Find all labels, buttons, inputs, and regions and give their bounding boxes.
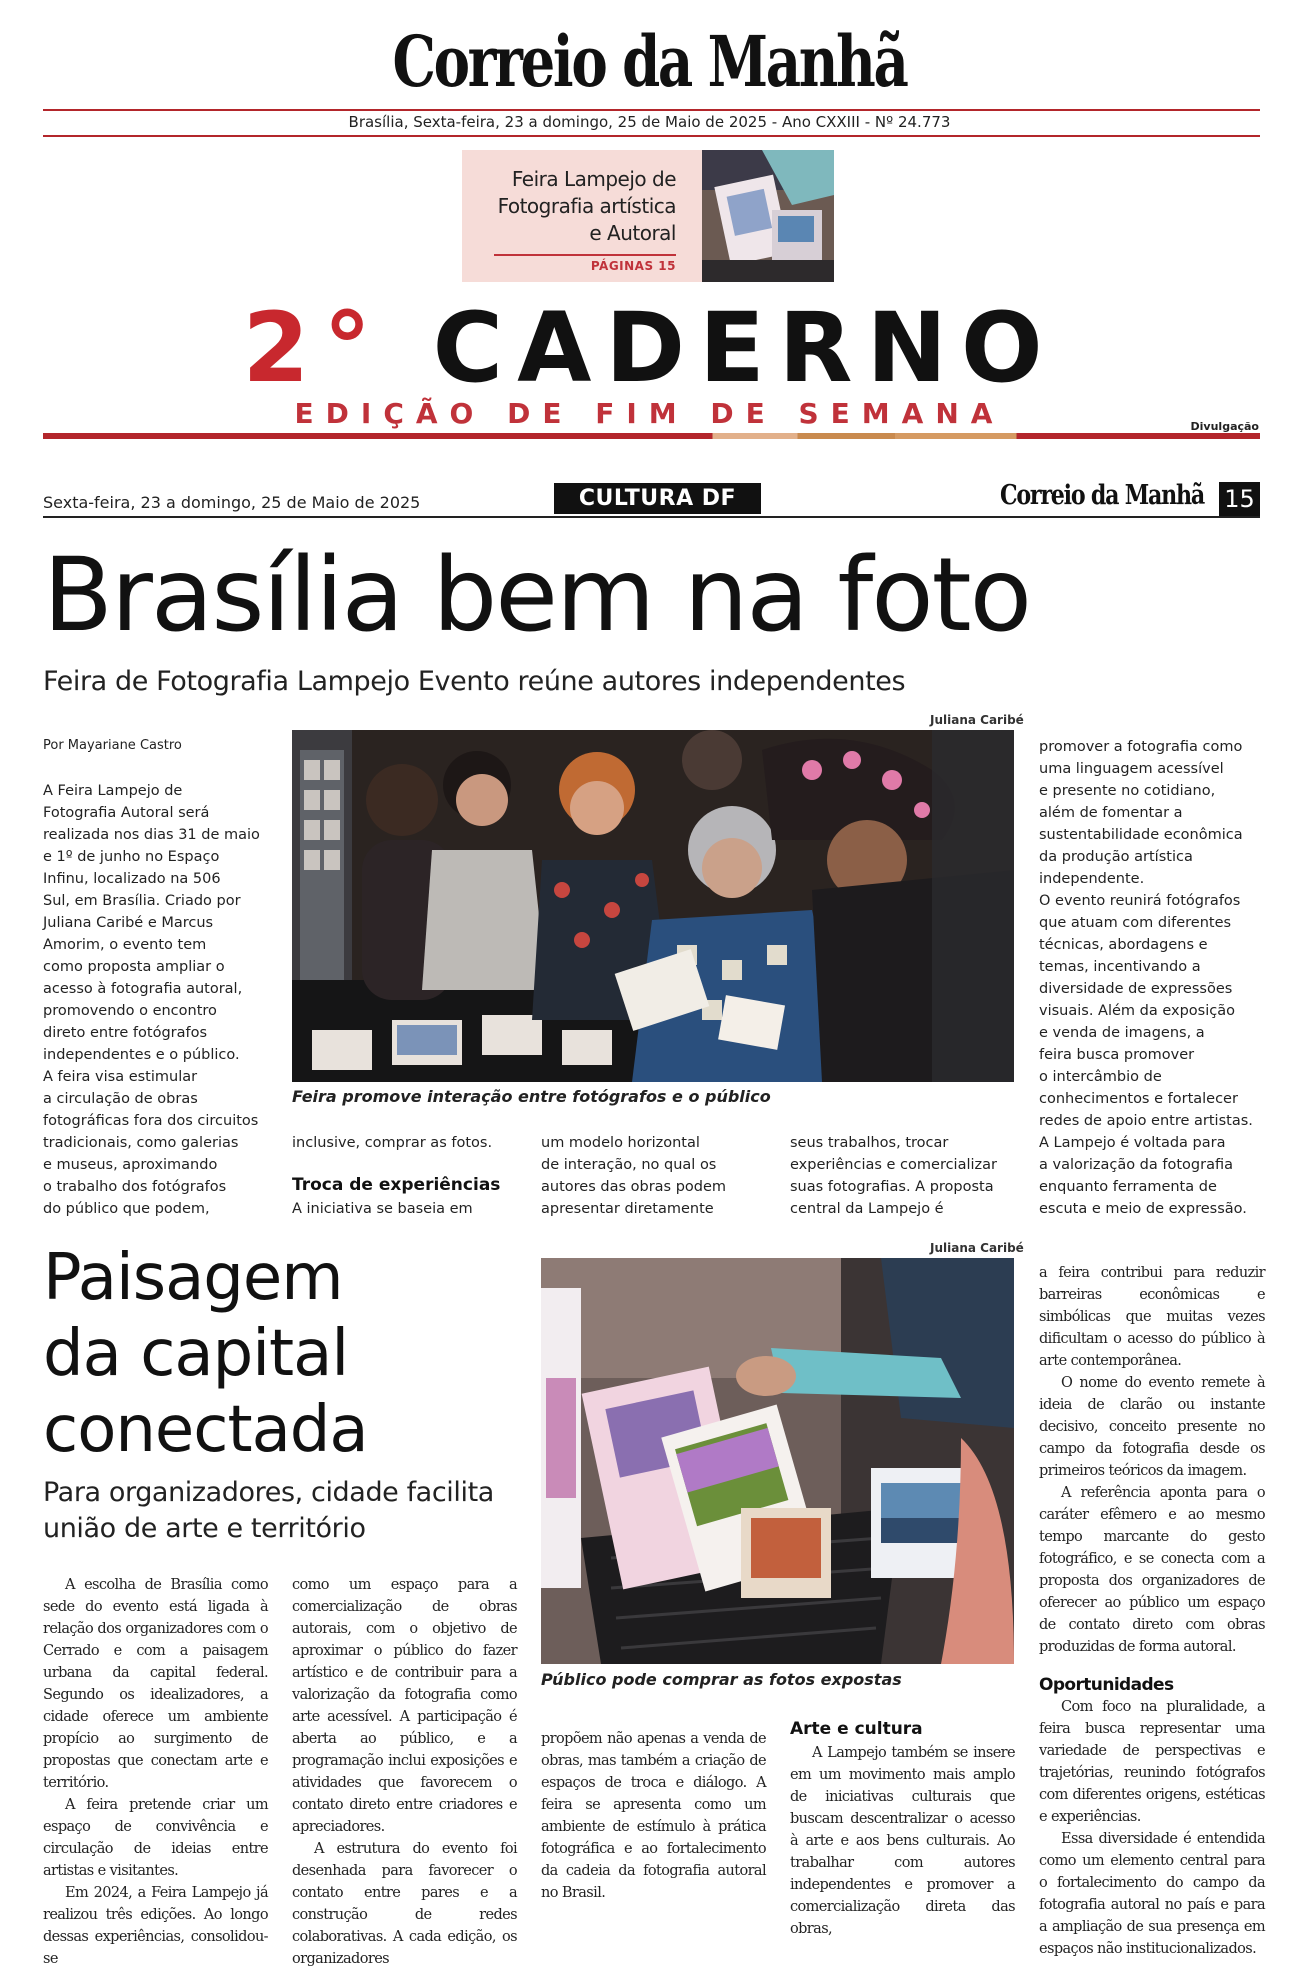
story2-column-1: [43, 1574, 268, 1970]
story2-photo-caption: Público pode comprar as fotos expostas: [541, 1670, 902, 1689]
story1-photo-credit: Juliana Caribé: [930, 713, 1024, 727]
edition-label: EDIÇÃO DE FIM DE SEMANA: [294, 397, 1005, 430]
story1-headline: Brasília bem na foto: [43, 536, 1031, 655]
story2-photo-credit: Juliana Caribé: [930, 1241, 1024, 1255]
story2-subhead: Para organizadores, cidade facilita união de arte e território: [43, 1477, 494, 1544]
story2-col5-paragraph-2: O nome do evento remete à ideia de clarão ou instante decisivo, conceito presente no campo da fotografia desde os primeiros teóricos da imagem.: [1039, 1375, 1265, 1479]
story2-col5-paragraph-1: a feira contribui para reduzir barreiras econômicas e simbólicas que muitas vezes dificultam o acesso do público à arte contemporânea.: [1039, 1265, 1265, 1369]
section-rule: [43, 516, 1260, 518]
story2-col2-paragraph-1: como um espaço para a comercialização de obras autorais, com o objetivo de aproximar o público do fazer artístico e de contribuir para a valorização da fotografia como arte acessível. A participação é aberta ao público, e a programação inclui exposições e atividades que favorecem o contato direto entre criadores e apreciadores.: [292, 1577, 517, 1835]
story2-photo: [541, 1258, 1014, 1664]
banner-photo-credit: Divulgação: [1190, 420, 1259, 433]
story2-col4-paragraph-1: A Lampejo também se insere em um movimento mais amplo de iniciativas culturais que buscam descentralizar o acesso à arte e aos bens culturais. Ao trabalhar com autores independentes e promover a comercialização direta das obras,: [790, 1745, 1015, 1937]
section-banner-word: CADERNO: [432, 292, 1057, 404]
story1-photo-caption: Feira promove interação entre fotógrafos e o público: [292, 1087, 771, 1106]
teaser-pages-label: PÁGINAS 15: [590, 259, 676, 273]
story1-column-2b: A iniciativa se baseia em: [292, 1201, 473, 1217]
teaser-box[interactable]: [462, 150, 834, 282]
story1-column-2a: inclusive, comprar as fotos.: [292, 1135, 493, 1151]
story1-column-4: seus trabalhos, trocar experiências e comercializar suas fotografias. A proposta central da Lampejo é: [790, 1135, 997, 1217]
section-tag: CULTURA DF: [554, 483, 761, 514]
section-brand: Correio da Manhã: [1000, 480, 1204, 511]
page-number: 15: [1219, 482, 1260, 516]
story1-column-1: A Feira Lampejo de Fotografia Autoral será realizada nos dias 31 de maio e 1º de junho no Espaço Infinu, localizado na 506 Sul, em Brasília. Criado por Juliana Caribé e Marcus Amorim, o evento tem como proposta ampliar o acesso à fotografia autoral, promovendo o encontro direto entre fotógrafos independentes e o público. A feira visa estimular a circulação de obras fotográficas fora dos circuitos tradicionais, como galerias e museus, aproximando o trabalho dos fotógrafos do público que podem,: [43, 783, 260, 1217]
section-banner: [0, 292, 1299, 404]
story2-col1-paragraph-2: A feira pretende criar um espaço de convivência e circulação de ideias entre artistas e visitantes.: [43, 1797, 268, 1879]
story2-column-4: [790, 1742, 1015, 1940]
teaser-photo: [702, 150, 834, 282]
story2-col5-paragraph-5: Essa diversidade é entendida como um elemento central para o fortalecimento do campo da fotografia autoral no país e para a ampliação de sua presença em espaços não institucionalizados.: [1039, 1831, 1265, 1957]
teaser-title: Feira Lampejo de Fotografia artística e Autoral: [497, 167, 676, 245]
masthead-top-rule: [43, 109, 1260, 111]
story1-column-5: promover a fotografia como uma linguagem acessível e presente no cotidiano, além de fomentar a sustentabilidade econômica da produção artística independente. O evento reunirá fotógrafos que atuam com diferentes técnicas, abordagens e temas, incentivando a diversidade de expressões visuais. Além da exposição e venda de imagens, a feira busca promover o intercâmbio de conhecimentos e fortalecer redes de apoio entre artistas. A Lampejo é voltada para a valorização da fotografia enquanto ferramenta de escuta e meio de expressão.: [1039, 739, 1253, 1217]
masthead-dateline: Brasília, Sexta-feira, 23 a domingo, 25 de Maio de 2025 - Ano CXXIII - Nº 24.773: [348, 113, 951, 131]
story2-col1-paragraph-3: Em 2024, a Feira Lampejo já realizou três edições. Ao longo dessas experiências, consolidou-se: [43, 1885, 268, 1967]
story2-column-5: [1039, 1262, 1265, 1960]
story1-column-3: um modelo horizontal de interação, no qual os autores das obras podem apresentar diretamente: [541, 1135, 727, 1217]
story2-column-2: [292, 1574, 517, 1970]
story2-subtitle-oportunidades: Oportunidades: [1039, 1675, 1174, 1695]
story1-byline: Por Mayariane Castro: [43, 738, 182, 753]
story1-subtitle: Troca de experiências: [292, 1175, 501, 1195]
newspaper-masthead: Correio da Manhã: [392, 20, 907, 103]
story2-subtitle-arte: Arte e cultura: [790, 1719, 923, 1739]
banner-strip: [43, 433, 1260, 439]
section-date: Sexta-feira, 23 a domingo, 25 de Maio de 2025: [43, 493, 421, 512]
story2-col3-paragraph-1: propõem não apenas a venda de obras, mas também a criação de espaços de troca e diálogo. A feira se apresenta como um ambiente de estímulo à prática fotográfica e ao fortalecimento da cadeia da fotografia autoral no Brasil.: [541, 1731, 766, 1901]
story2-headline: Paisagem da capital conectada: [43, 1241, 368, 1467]
masthead-bottom-rule: [43, 135, 1260, 137]
story1-subhead: Feira de Fotografia Lampejo Evento reúne autores independentes: [43, 666, 906, 697]
teaser-divider: [494, 254, 676, 256]
story2-col1-paragraph-1: A escolha de Brasília como sede do evento está ligada à relação dos organizadores com o Cerrado e com a paisagem urbana da capital federal. Segundo os idealizadores, a cidade oferece um ambiente propício ao surgimento de propostas que conectam arte e território.: [43, 1577, 268, 1791]
story2-column-3: [541, 1728, 766, 1904]
section-banner-number: 2°: [242, 292, 386, 404]
story2-col2-paragraph-2: A estrutura do evento foi desenhada para favorecer o contato entre pares e a construção de redes colaborativas. A cada edição, os organizadores: [292, 1841, 517, 1967]
story1-photo: [292, 730, 1014, 1082]
story2-col5-paragraph-4: Com foco na pluralidade, a feira busca representar uma variedade de perspectivas e trajetórias, reunindo fotógrafos com diferentes origens, estéticas e experiências.: [1039, 1699, 1265, 1825]
story2-col5-paragraph-3: A referência aponta para o caráter efêmero e ao mesmo tempo marcante do gesto fotográfico, e se conecta com a proposta dos organizadores de oferecer ao público um espaço de contato direto com obras produzidas de forma autoral.: [1039, 1485, 1265, 1655]
